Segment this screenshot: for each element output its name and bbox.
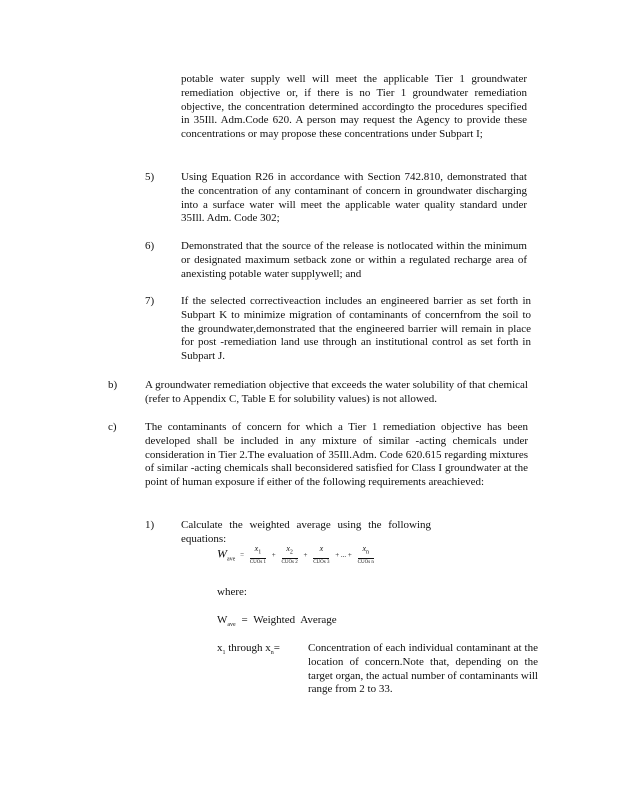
equation-plus-2: +	[303, 551, 308, 560]
equation-term-2: $\frac{x_2}{\text{CUOs 2}}$	[281, 544, 298, 565]
equation-plus-1: +	[271, 551, 276, 560]
equation-lhs: W	[217, 546, 227, 561]
definition-x-symbol: $x_1$ through $x_n=$	[217, 642, 280, 657]
item-6-text: Demonstrated that the source of the release is notlocated within the minimum or designated maximum setback zone or within a regulated recharge area of anexisting potable water supplywell; and	[181, 240, 527, 280]
definition-x-description: Concentration of each individual contaminant at the location of concern.Note that, depending on the target organ, the actual number of contaminants will range from 2 to 33.	[308, 642, 538, 696]
section-label-c: c)	[108, 421, 117, 433]
item-number-5: 5)	[145, 171, 155, 183]
item-5-text: Using Equation R26 in accordance with Section 742.810, demonstrated that the concentration of any contaminant of concern in groundwater discharging into a surface water will meet the applicable water quality standard under 35Ill. Adm. Code 302;	[181, 171, 527, 225]
equation-lhs-sub: ave	[227, 556, 236, 563]
section-c-text: The contaminants of concern for which a Tier 1 remediation objective has been developed shall be included in any mixture of similar -acting chemicals under consideration in Tier 2.The evaluation of 35Ill.Adm. Code 620.615 regarding mixtures of similar -acting chemicals shall beconsidered satisfied for Class I groundwater at the point of human exposure if either of the following requirements areachieved:	[145, 421, 528, 489]
where-label: where:	[217, 586, 247, 598]
step-number-1: 1)	[145, 519, 155, 531]
equation-term-1: $\frac{x_1}{\text{CUOs 1}}$	[249, 544, 267, 565]
equation-term-n: $\frac{x_n}{\text{CUOs n}}$	[357, 544, 374, 565]
step-1-text: Calculate the weighted average using the following equations:	[181, 519, 432, 545]
weighted-average-equation	[217, 544, 375, 567]
item-7-text: If the selected correctiveaction includes an engineered barrier as set forth in Subpart K to minimize migration of contaminants of concernfrom the soil to the groundwater,demonstrated that the engineered barrier will remain in place for post -remediation land use through an institutional control as set forth in Subpart J.	[181, 295, 531, 363]
equation-ellipsis: + ... +	[335, 551, 352, 560]
equation-term-3: $\frac{x}{\text{CUOs 3}}$	[313, 544, 330, 565]
section-b-text: A groundwater remediation objective that exceeds the water solubility of that chemical (refer to Appendix C, Table E for solubility values) is not allowed.	[145, 379, 528, 405]
definition-w-ave: $W_{ave}$ = Weighted Average	[217, 614, 337, 629]
item-number-6: 6)	[145, 240, 155, 252]
equation-equals: =	[240, 551, 245, 560]
continuation-paragraph: potable water supply well will meet the applicable Tier 1 groundwater remediation objective or, if there is no Tier 1 groundwater remediation objective, the concentration determined accordingto the procedures specified in 35Ill. Adm.Code 620. A person may request the Agency to provide these concentrations or may propose these concentrations under Subpart I;	[181, 73, 527, 141]
section-label-b: b)	[108, 379, 118, 391]
item-number-7: 7)	[145, 295, 155, 307]
